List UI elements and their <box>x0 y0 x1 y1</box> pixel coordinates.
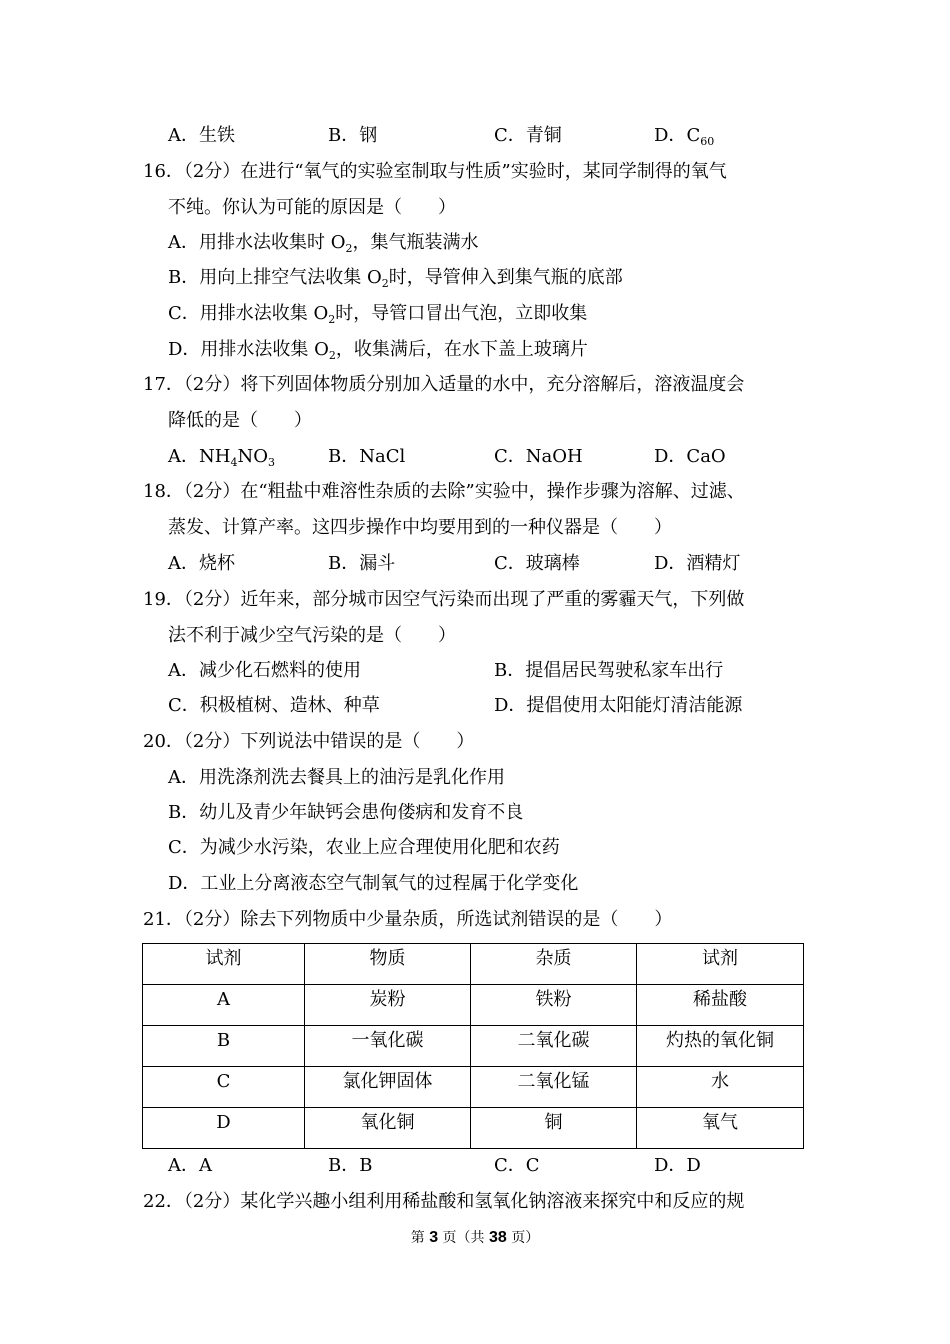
table-cell: 水 <box>637 1067 804 1108</box>
q20-stem-line1: 20．（2分）下列说法中错误的是（ ） <box>143 731 475 752</box>
q20-option-c: C．为减少水污染，农业上应合理使用化肥和农药 <box>168 837 560 858</box>
q17-option-d: D．CaO <box>654 446 726 467</box>
table-cell: A <box>143 985 305 1026</box>
table-row <box>143 1067 804 1108</box>
q17-option-a: A．$NH_4NO_3$ <box>168 446 275 469</box>
q22-stem-line1: 22．（2分）某化学兴趣小组利用稀盐酸和氢氧化钠溶液来探究中和反应的规 <box>143 1191 745 1212</box>
q16-option-d: D．用排水法收集 $O_2$，收集满后，在水下盖上玻璃片 <box>168 339 588 362</box>
total-pages: 38 <box>489 1229 507 1246</box>
q20-option-a: A．用洗涤剂洗去餐具上的油污是乳化作用 <box>168 767 505 788</box>
q19-stem-line2: 法不利于减少空气污染的是（ ） <box>168 625 456 646</box>
q19-option-a: A．减少化石燃料的使用 <box>168 660 361 681</box>
q17-option-c: C．NaOH <box>494 446 583 467</box>
table-cell: D <box>143 1108 305 1149</box>
q19-stem-line1: 19．（2分）近年来，部分城市因空气污染而出现了严重的雾霾天气，下列做 <box>143 589 745 610</box>
q15-option-d: D．$C_{60}$ <box>654 125 715 148</box>
q21-table <box>142 943 804 1149</box>
q18-option-c: C．玻璃棒 <box>494 553 580 574</box>
q21-option-d: D．D <box>654 1155 701 1176</box>
q16-option-c: C．用排水法收集 $O_2$时，导管口冒出气泡，立即收集 <box>168 303 588 326</box>
q20-option-d: D．工业上分离液态空气制氧气的过程属于化学变化 <box>168 873 579 894</box>
table-cell: 二氧化锰 <box>471 1067 637 1108</box>
q16-option-b: B．用向上排空气法收集 $O_2$时，导管伸入到集气瓶的底部 <box>168 267 623 290</box>
table-header-cell: 杂质 <box>471 944 637 985</box>
q15-option-b: B．钢 <box>328 125 378 146</box>
q17-stem-line1: 17．（2分）将下列固体物质分别加入适量的水中，充分溶解后，溶液温度会 <box>143 374 745 395</box>
table-header-cell: 物质 <box>305 944 471 985</box>
q20-option-b: B．幼儿及青少年缺钙会患佝偻病和发育不良 <box>168 802 524 823</box>
table-header-row <box>143 944 804 985</box>
q15-option-a: A．生铁 <box>168 125 235 146</box>
table-header-cell: 试剂 <box>637 944 804 985</box>
q21-option-a: A．A <box>168 1155 212 1176</box>
table-cell: 二氧化碳 <box>471 1026 637 1067</box>
q21-option-c: C．C <box>494 1155 540 1176</box>
q21-option-b: B．B <box>328 1155 373 1176</box>
table-cell: 灼热的氧化铜 <box>637 1026 804 1067</box>
q18-stem-line2: 蒸发、计算产率。这四步操作中均要用到的一种仪器是（ ） <box>168 517 672 538</box>
table-cell: 一氧化碳 <box>305 1026 471 1067</box>
table-row <box>143 985 804 1026</box>
q19-option-d: D．提倡使用太阳能灯清洁能源 <box>494 695 743 716</box>
table-cell: 氧化铜 <box>305 1108 471 1149</box>
page-number: 3 <box>429 1229 439 1246</box>
table-header-cell: 试剂 <box>143 944 305 985</box>
table-cell: 氧气 <box>637 1108 804 1149</box>
q15-option-c: C．青铜 <box>494 125 562 146</box>
q18-option-a: A．烧杯 <box>168 553 235 574</box>
q16-stem-line1: 16．（2分）在进行“氧气的实验室制取与性质”实验时，某同学制得的氧气 <box>143 161 727 182</box>
table-cell: 炭粉 <box>305 985 471 1026</box>
q18-option-b: B．漏斗 <box>328 553 396 574</box>
q19-option-c: C．积极植树、造林、种草 <box>168 695 380 716</box>
table-row <box>143 1026 804 1067</box>
q16-stem-line2: 不纯。你认为可能的原因是（ ） <box>168 197 456 218</box>
table-cell: 铜 <box>471 1108 637 1149</box>
q17-option-b: B．NaCl <box>328 446 406 467</box>
table-cell: C <box>143 1067 305 1108</box>
page-footer: 第 3 页（共 38 页） <box>410 1229 540 1246</box>
q21-stem-line1: 21．（2分）除去下列物质中少量杂质，所选试剂错误的是（ ） <box>143 909 673 930</box>
q17-stem-line2: 降低的是（ ） <box>168 410 312 431</box>
q18-stem-line1: 18．（2分）在“粗盐中难溶性杂质的去除”实验中，操作步骤为溶解、过滤、 <box>143 481 745 502</box>
table-cell: B <box>143 1026 305 1067</box>
table-cell: 稀盐酸 <box>637 985 804 1026</box>
table-row <box>143 1108 804 1149</box>
q19-option-b: B．提倡居民驾驶私家车出行 <box>494 660 724 681</box>
q16-option-a: A．用排水法收集时 $O_2$，集气瓶装满水 <box>168 232 479 255</box>
table-cell: 氯化钾固体 <box>305 1067 471 1108</box>
q18-option-d: D．酒精灯 <box>654 553 741 574</box>
table-cell: 铁粉 <box>471 985 637 1026</box>
